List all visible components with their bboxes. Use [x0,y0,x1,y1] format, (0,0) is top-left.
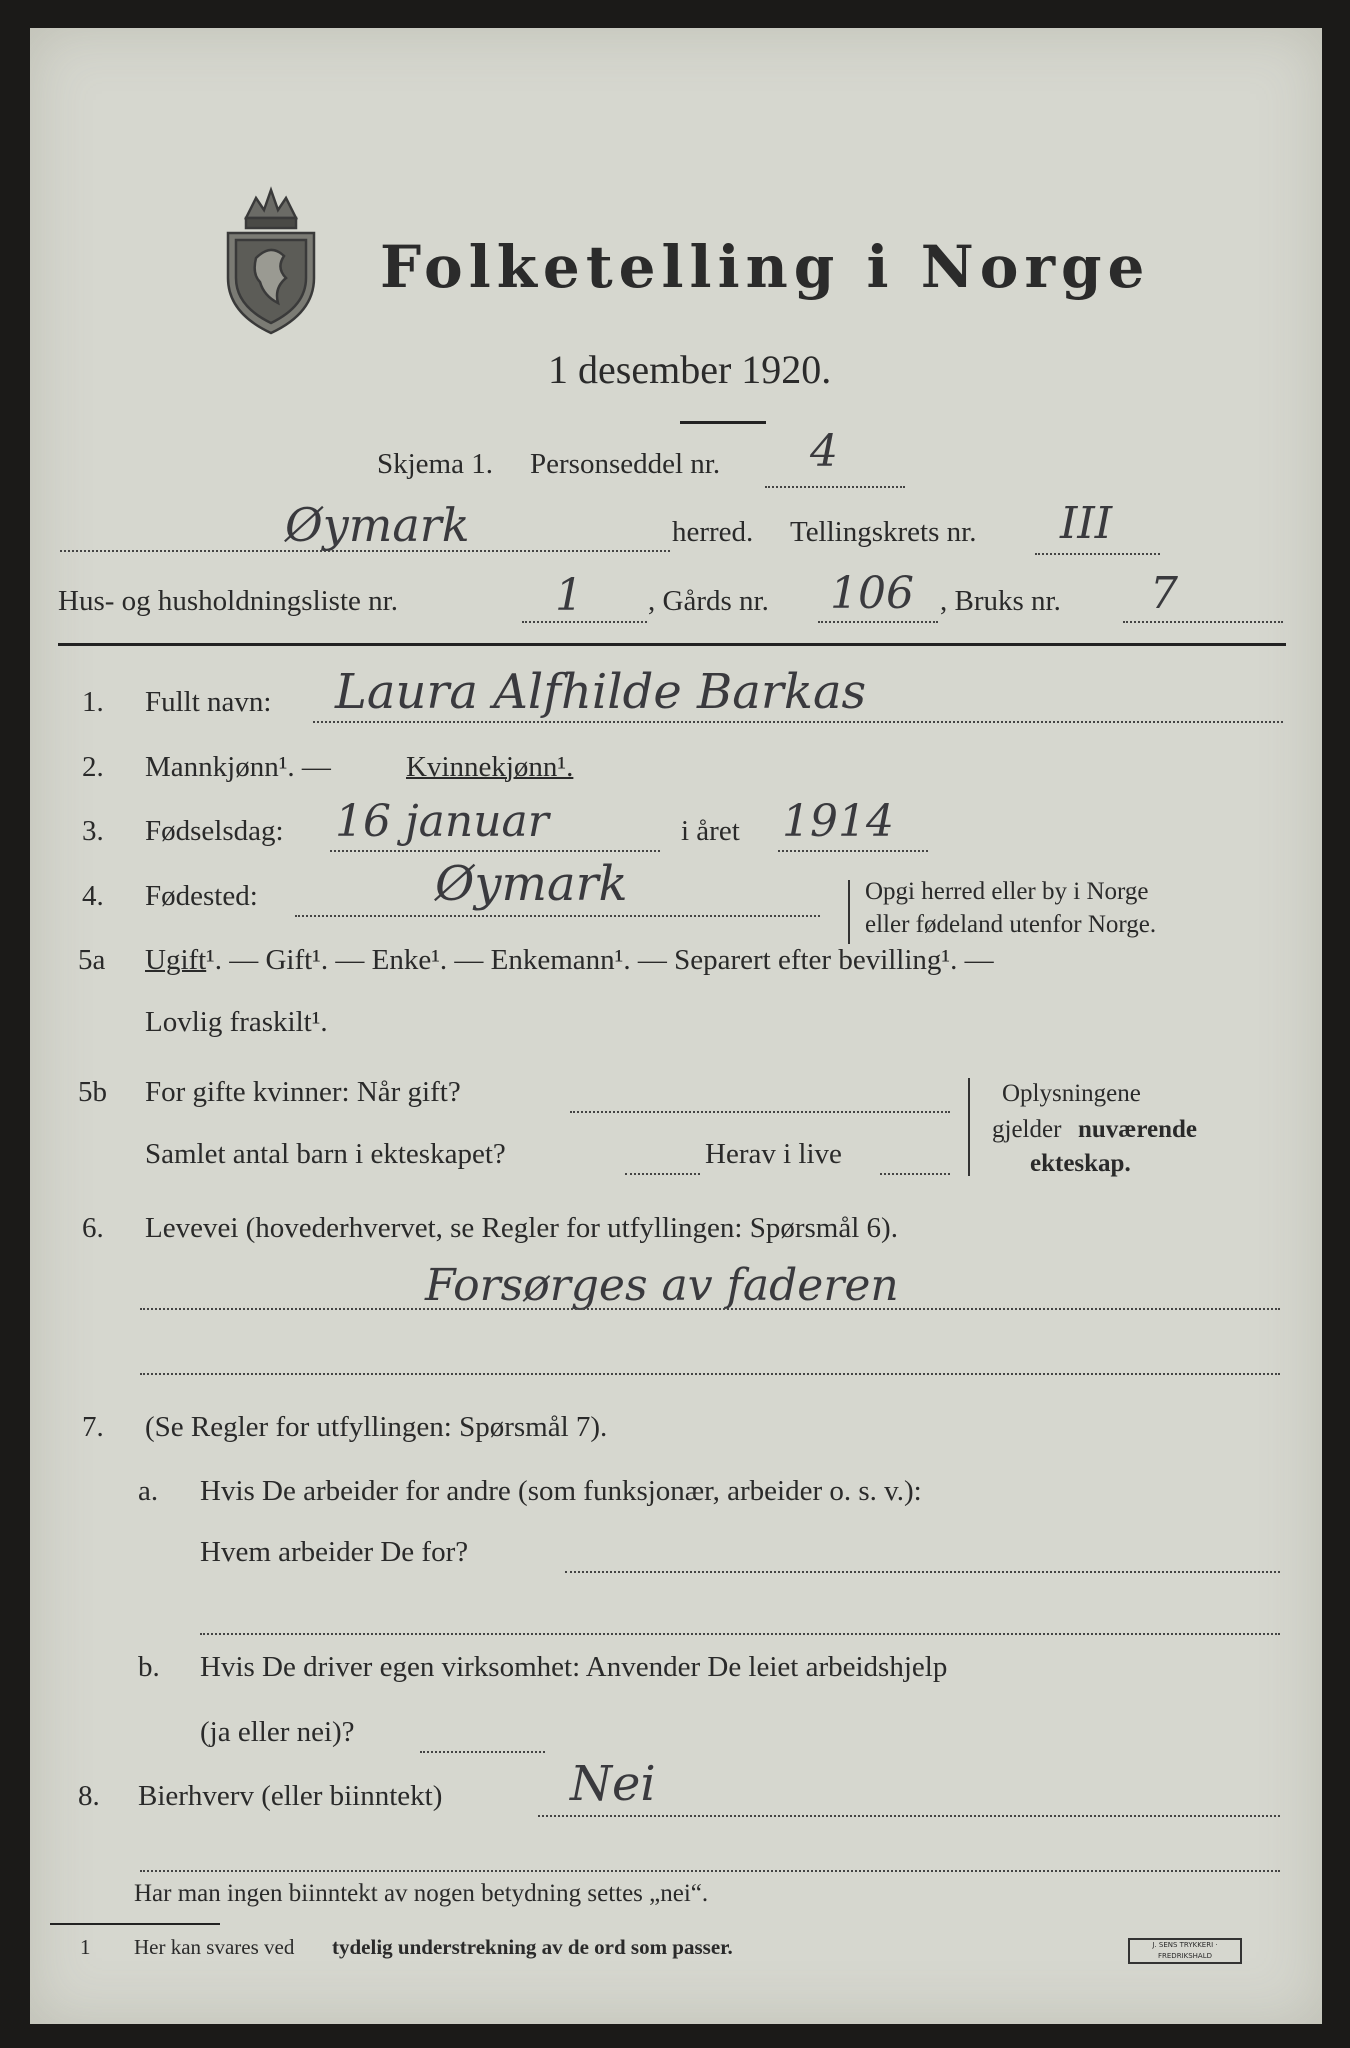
q1-label: Fullt navn: [145,686,272,718]
q5b-herav-label: Herav i live [705,1138,842,1170]
q5b-nar-gift-line [570,1111,950,1113]
q4-value: Øymark [435,856,628,912]
q7b-label: Hvis De driver egen virksomhet: Anvender De leiet arbeidshjelp [200,1651,948,1683]
q3-year-value: 1914 [782,796,894,847]
q5b-note-3: ekteskap. [1030,1150,1131,1177]
gards-label: , Gårds nr. [648,585,769,617]
tellingskrets-label: Tellingskrets nr. [790,516,977,548]
q8-line-1 [538,1815,1280,1817]
q5b-note-1: Oplysningene [1002,1080,1141,1107]
bruks-value: 7 [1150,568,1178,619]
husholdningsliste-value: 1 [555,570,583,621]
herred-label: herred. [672,516,754,548]
q1-line [313,721,1283,723]
q7a-line-2 [200,1633,1280,1635]
q7b-letter: b. [138,1651,160,1683]
q5b-note-2: gjelder [992,1116,1062,1143]
q4-number: 4. [82,880,104,912]
coat-of-arms-icon [216,178,326,338]
footnote-text-a: Her kan svares ved [134,1935,295,1959]
q4-line [295,915,820,917]
q1-number: 1. [82,686,104,718]
printer-stamp: J. SENS TRYKKERI · FREDRIKSHALD [1128,1938,1242,1964]
personseddel-label: Personseddel nr. [530,448,721,480]
footnote-number: 1 [80,1935,91,1959]
q2-number: 2. [82,751,104,783]
q3-year-line [778,850,928,852]
q8-label: Bierhverv (eller biinntekt) [138,1780,443,1812]
q7-number: 7. [82,1411,104,1443]
form-title: Folketelling i Norge [380,233,1151,301]
q5b-note-2b: nuværende [1078,1116,1198,1143]
q5b-brace [968,1078,970,1176]
personseddel-value: 4 [810,426,838,477]
q1-value: Laura Alfhilde Barkas [335,664,867,720]
bruks-line [1123,621,1283,623]
q5b-nar-gift-label: For gifte kvinner: Når gift? [145,1076,461,1108]
herred-value: Øymark [285,498,470,552]
q7-label: (Se Regler for utfyllingen: Spørsmål 7). [145,1411,608,1443]
q7a-letter: a. [138,1475,159,1507]
q7b-line [420,1751,545,1753]
q4-note-1: Opgi herred eller by i Norge [865,878,1149,905]
personseddel-line [765,486,905,488]
q5b-herav-line [880,1173,950,1175]
q5b-antal-barn-line [625,1173,700,1175]
q2-mannkjonn: Mannkjønn¹. — [145,751,331,783]
bruks-label: , Bruks nr. [940,585,1061,617]
title-rule [680,421,766,424]
q7a-question: Hvem arbeider De for? [200,1536,469,1568]
q7b-question: (ja eller nei)? [200,1716,355,1748]
q3-aret-label: i året [681,815,740,847]
q4-note-2: eller fødeland utenfor Norge. [865,911,1157,938]
footnote-rule [50,1923,220,1925]
q8-number: 8. [78,1780,100,1812]
q7a-label: Hvis De arbeider for andre (som funksjonær, arbeider o. s. v.): [200,1475,922,1507]
q3-date-value: 16 januar [335,796,549,847]
tellingskrets-line [1035,553,1160,555]
footer-note: Har man ingen biinntekt av nogen betydning settes „nei“. [134,1880,709,1907]
husholdningsliste-label: Hus- og husholdningsliste nr. [58,585,398,617]
q3-label: Fødselsdag: [145,815,284,847]
q5b-antal-barn-label: Samlet antal barn i ekteskapet? [145,1138,506,1170]
q6-line-2 [140,1373,1280,1375]
q3-date-line [330,850,660,852]
q3-number: 3. [82,815,104,847]
census-date: 1 desember 1920. [548,347,832,392]
husholdningsliste-line [522,621,647,623]
tellingskrets-value: III [1060,498,1113,549]
q7a-line-1 [565,1571,1280,1573]
q2-kvinnekjonn: Kvinnekjønn¹. [406,751,574,783]
q5a-ugift: Ugift [145,944,207,976]
q6-line-1 [140,1308,1280,1310]
gards-line [818,621,938,623]
footnote-text-b: tydelig understrekning av de ord som passer. [332,1935,733,1959]
census-form-page [30,28,1322,2024]
q8-value: Nei [570,1756,656,1812]
skjema-label: Skjema 1. [377,448,493,480]
q5a-options: ¹. — Gift¹. — Enke¹. — Enkemann¹. — Separert efter bevilling¹. — [206,944,994,976]
q5b-number: 5b [78,1076,107,1108]
header-divider [58,643,1286,646]
q6-value: Forsørges av faderen [425,1260,899,1311]
q5a-lovlig-fraskilt: Lovlig fraskilt¹. [145,1006,328,1038]
q8-line-2 [140,1870,1280,1872]
q4-label: Fødested: [145,880,258,912]
q6-label: Levevei (hovederhvervet, se Regler for utfyllingen: Spørsmål 6). [145,1212,898,1244]
gards-value: 106 [830,568,914,619]
q5a-number: 5a [78,944,106,976]
q6-number: 6. [82,1212,104,1244]
q4-brace [848,880,850,944]
